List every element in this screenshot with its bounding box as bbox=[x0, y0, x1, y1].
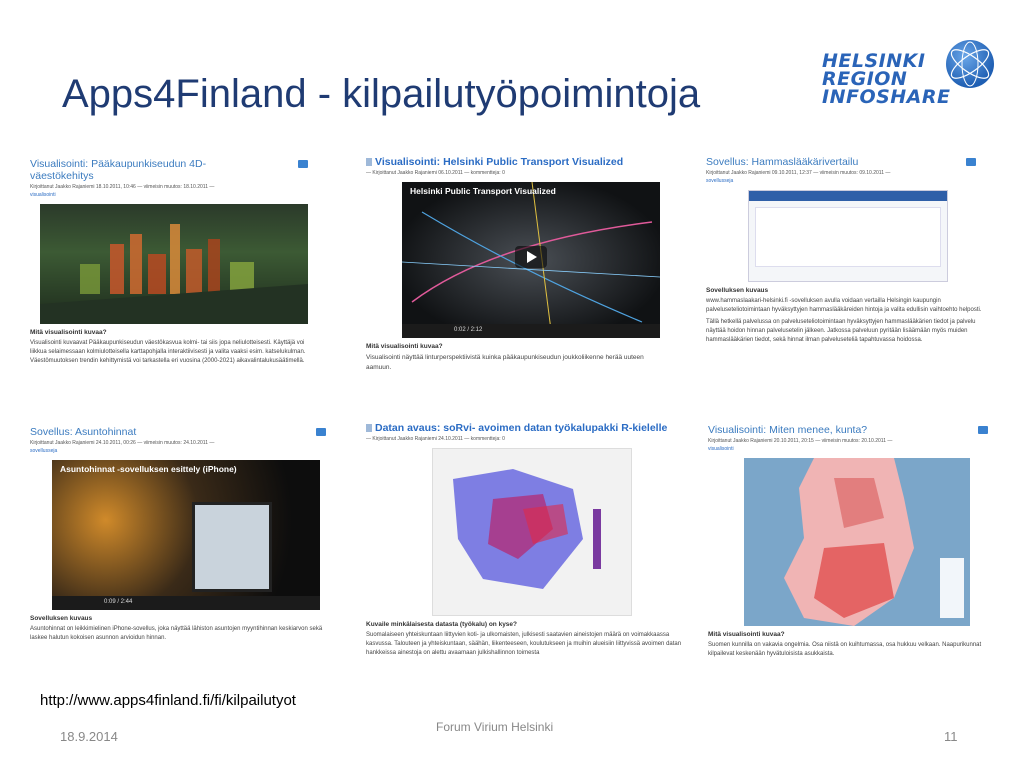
globe-lines-icon bbox=[946, 40, 994, 88]
panel-meta: Kirjoittanut Jaakko Rajaniemi 18.10.2011, 10:46 — viimeisin muutos: 18.10.2011 — bbox=[30, 184, 215, 190]
panel-4d-population bbox=[30, 158, 318, 366]
video-title: Helsinki Public Transport Visualized bbox=[410, 186, 556, 196]
competition-url-link[interactable]: http://www.apps4finland.fi/fi/kilpailutyot bbox=[40, 692, 296, 709]
panel-title[interactable]: Sovellus: Asuntohinnat bbox=[30, 426, 137, 438]
panel-text: Suomen kunnilla on vakavia ongelmia. Osa niistä on kuihtumassa, osa hukkuu velkaan. Naapurikunnat kilpailevat keskenään hyvätuloisista asukkaista. bbox=[708, 642, 982, 657]
sorvi-map-image[interactable] bbox=[432, 448, 632, 616]
panel-title-text: Datan avaus: soRvi- avoimen datan työkalupakki R-kielelle bbox=[375, 422, 668, 434]
video-time: 0:02 / 2:12 bbox=[454, 327, 483, 333]
panel-heading: Kuvaile minkälaisesta datasta (työkalu) on kyse? bbox=[366, 621, 518, 628]
video-title: Asuntohinnat -sovelluksen esittely (iPhone) bbox=[60, 464, 237, 474]
iphone-screen bbox=[192, 502, 272, 592]
panel-dentist-comparison bbox=[706, 156, 992, 345]
logo-text bbox=[822, 52, 951, 106]
video-control-bar[interactable] bbox=[402, 324, 660, 338]
panel-sorvi bbox=[366, 422, 682, 658]
city-3d-graphic bbox=[40, 204, 308, 324]
panel-public-transport bbox=[366, 156, 666, 373]
transport-video-player[interactable] bbox=[402, 182, 660, 338]
panel-title[interactable]: Sovellus: Hammaslääkärivertailu bbox=[706, 156, 859, 168]
document-icon bbox=[366, 158, 372, 166]
panel-meta: Kirjoittanut Jaakko Rajaniemi 24.10.2011, 00:26 — viimeisin muutos: 24.10.2011 — bbox=[30, 440, 215, 446]
panel-housing-prices bbox=[30, 426, 330, 643]
panel-title[interactable] bbox=[366, 156, 666, 168]
panel-meta: — Kirjoittanut Jaakko Rajaniemi 06.10.2011 — kommentteja: 0 bbox=[366, 170, 505, 176]
panel-tag[interactable]: visualisointi bbox=[30, 192, 56, 198]
panel-title[interactable]: Visualisointi: Miten menee, kunta? bbox=[708, 424, 868, 436]
panel-text-2: Tällä hetkellä palvelussa on palveluseteliotoimintaan hyväksyttyjen hammaslääkärien tiedot ja palvelu näyttää hoidon hinnan palvelusetelin jälkeen. Jatkossa palveluun pyritään lisäämään myös muiden hammaslääkärien tiedot, sekä hinnat ilman palveluseteliä tapahtuvassa hoidossa. bbox=[706, 319, 976, 343]
logo-line-1: HELSINKI bbox=[822, 50, 926, 72]
dentist-app-header-bar bbox=[749, 191, 947, 201]
share-icon[interactable] bbox=[966, 158, 976, 166]
city-3d-visualization-image[interactable] bbox=[40, 204, 308, 324]
panel-text: Suomalaiseen yhteiskuntaan liittyvien koti- ja ulkomaisten, julkisesti saatavien aineistojen määrä on voimakkaassa kasvussa. Talouteen ja yhteiskuntaan, säähän, liikenteeseen, koulutukseen ja muihin alueisiin liittyvissä avoimen datan hankkeissa ainestoja on alettu avaamaan julkishallinnon toimesta bbox=[366, 632, 682, 656]
share-icon[interactable] bbox=[298, 160, 308, 168]
panel-heading: Sovelluksen kuvaus bbox=[706, 287, 769, 294]
video-time: 0:09 / 2:44 bbox=[104, 599, 133, 605]
finland-municipality-map[interactable] bbox=[744, 458, 970, 626]
share-icon[interactable] bbox=[978, 426, 988, 434]
panel-text: Asuntohinnat on leikkimielinen iPhone-sovellus, joka näyttää lähiston asuntojen myyntihinnan keskiarvon sekä laskee halutun kokoisen asunnon arvioidun hinnan. bbox=[30, 626, 323, 641]
panel-meta: Kirjoittanut Jaakko Rajaniemi 09.10.2011, 12:37 — viimeisin muutos: 09.10.2011 — bbox=[706, 170, 891, 176]
panel-heading: Sovelluksen kuvaus bbox=[30, 615, 93, 622]
share-icon[interactable] bbox=[316, 428, 326, 436]
finland-map-graphic bbox=[744, 458, 970, 626]
panel-text: Visualisointi kuvaavat Pääkaupunkiseudun väestökasvua kolmi- tai siis jopa neliulotteisesti. Käyttäjä voi liikkua selaimessaan kolmiulotteisella karttapohjalla interaktiivisesti ja valita vaaksi esim. katselukulman. Väestömuutoksen trendin kehittymistä voi tarkastella eri vuosina (2000-2021) aikavalintalukusäätimellä. bbox=[30, 340, 306, 364]
panel-heading: Mitä visualisointi kuvaa? bbox=[366, 343, 443, 350]
play-button[interactable] bbox=[515, 246, 547, 268]
page-number: 11 bbox=[944, 729, 958, 744]
panel-meta: — Kirjoittanut Jaakko Rajaniemi 24.10.2011 — kommentteja: 0 bbox=[366, 436, 505, 442]
panel-tag[interactable]: sovellusseja bbox=[30, 448, 58, 454]
panel-title-text: Visualisointi: Helsinki Public Transport Visualized bbox=[375, 156, 624, 168]
panel-heading: Mitä visualisointi kuvaa? bbox=[708, 631, 785, 638]
panel-text: Visualisointi näyttää linturperspektiivistä kuinka pääkaupunkiseudun joukkoliikenne herää uuteen aamuun. bbox=[366, 354, 644, 371]
logo-line-2: REGION bbox=[822, 68, 908, 90]
panel-tag[interactable]: sovellusseja bbox=[706, 178, 734, 184]
document-icon bbox=[366, 424, 372, 432]
globe-icon bbox=[946, 40, 994, 88]
panel-tag[interactable]: visualisointi bbox=[708, 446, 734, 452]
dentist-app-screenshot[interactable] bbox=[748, 190, 948, 282]
panel-meta: Kirjoittanut Jaakko Rajaniemi 20.10.2011, 20:15 — viimeisin muutos: 20.10.2011 — bbox=[708, 438, 893, 444]
panel-title[interactable] bbox=[366, 422, 682, 434]
video-control-bar[interactable] bbox=[52, 596, 320, 610]
helsinki-region-infoshare-logo bbox=[818, 38, 996, 114]
footer-organization: Forum Virium Helsinki bbox=[436, 720, 554, 734]
panel-title[interactable]: Visualisointi: Pääkaupunkiseudun 4D-väestökehitys bbox=[30, 158, 207, 182]
logo-line-3: INFOSHARE bbox=[822, 86, 951, 108]
housing-video-player[interactable] bbox=[52, 460, 320, 610]
slide-title: Apps4Finland - kilpailutyöpoimintoja bbox=[62, 72, 701, 116]
footer-date: 18.9.2014 bbox=[60, 729, 118, 744]
dentist-app-form-area bbox=[755, 207, 941, 267]
panel-municipality bbox=[708, 424, 990, 659]
panel-heading: Mitä visualisointi kuvaa? bbox=[30, 329, 107, 336]
panel-text: www.hammaslaakari-helsinki.fi -sovelluksen avulla voidaan vertailla Helsingin kaupungin palveluseteliotoimintaan hyväksyttyjen hammaslääkäreiden hintoja ja valita edullisin vaihtoehto helposti. bbox=[706, 298, 982, 313]
sorvi-choropleth-graphic bbox=[433, 449, 632, 616]
